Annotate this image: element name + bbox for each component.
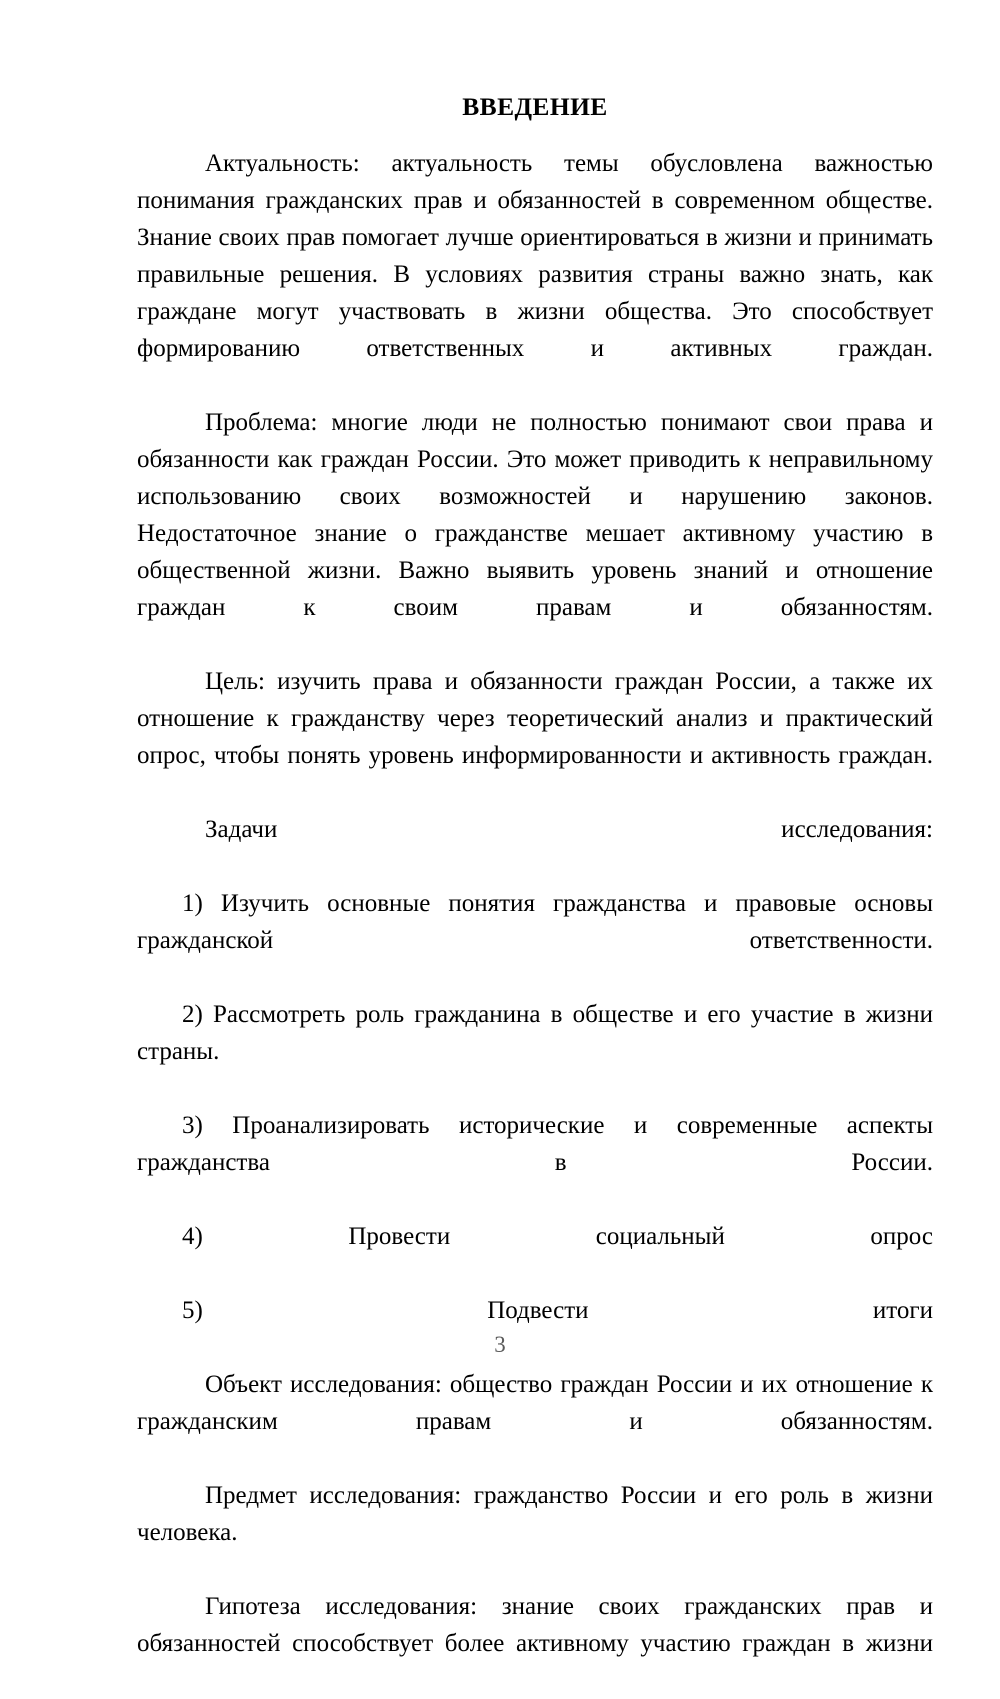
paragraph-tasks-label: Задачи исследования: [205,816,933,843]
paragraph-object: Объект исследования: общество граждан России и их отношение к гражданским правам и обязанностям. [137,1371,933,1435]
paragraph-problem: Проблема: многие люди не полностью понимают свои права и обязанности как граждан России. Это может приводить к неправильному использованию своих возможностей и нарушению законов. Недостаточное знание о гражданстве мешает активному участию в общественной жизни. Важно выявить уровень знаний и отношение граждан к своим правам и обязанностям. [137,409,933,621]
page-number: 3 [494,1332,506,1357]
document-body [137,88,933,1699]
paragraph-hypothesis: Гипотеза исследования: знание своих гражданских прав и обязанностей способствует более активному участию граждан в жизни [137,1593,933,1657]
task-item-5: 5) Подвести итоги [182,1297,933,1324]
task-item-4: 4) Провести социальный опрос [182,1223,933,1250]
paragraph-goal: Цель: изучить права и обязанности граждан России, а также их отношение к гражданству через теоретический анализ и практический опрос, чтобы понять уровень информированности и активность граждан. [137,668,933,769]
task-item-2: 2) Рассмотреть роль гражданина в обществе и его участие в жизни страны. [137,1001,933,1065]
paragraph-relevance: Актуальность: актуальность темы обусловлена важностью понимания гражданских прав и обязанностей в современном обществе. Знание своих прав помогает лучше ориентироваться в жизни и принимать правильные решения. В условиях развития страны важно знать, как граждане могут участвовать в жизни общества. Это способствует формированию ответственных и активных граждан. [137,150,933,362]
task-item-1: 1) Изучить основные понятия гражданства и правовые основы гражданской ответственности. [137,890,933,954]
paragraph-subject: Предмет исследования: гражданство России и его роль в жизни человека. [137,1482,933,1546]
task-item-3: 3) Проанализировать исторические и современные аспекты гражданства в России. [137,1112,933,1176]
page-title: ВВЕДЕНИЕ [462,92,608,121]
